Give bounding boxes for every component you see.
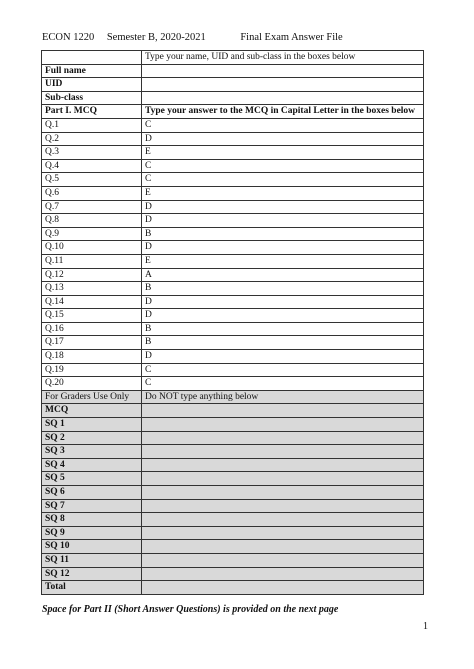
answer-field[interactable]: D [142, 241, 424, 255]
mcq-answer-row [42, 200, 424, 214]
grader-score-row [42, 472, 424, 486]
mcq-answer-row [42, 173, 424, 187]
grader-score-cell [142, 581, 424, 595]
answer-field[interactable]: C [142, 377, 424, 391]
mcq-answer-row [42, 241, 424, 255]
sub-class-field[interactable] [142, 91, 424, 105]
mcq-answer-row [42, 350, 424, 364]
grader-score-row [42, 553, 424, 567]
grader-row-label: Total [42, 581, 142, 595]
grader-row-label: SQ 12 [42, 567, 142, 581]
question-number: Q.10 [42, 241, 142, 255]
grader-score-cell [142, 553, 424, 567]
grader-score-row [42, 567, 424, 581]
footer-note: Space for Part II (Short Answer Questions) is provided on the next page [42, 604, 339, 615]
answer-field[interactable]: C [142, 159, 424, 173]
sub-class-row [42, 91, 424, 105]
full-name-label: Full name [42, 64, 142, 78]
answer-sheet-table [41, 50, 424, 595]
question-number: Q.20 [42, 377, 142, 391]
grader-score-cell [142, 418, 424, 432]
mcq-answer-row [42, 118, 424, 132]
grader-score-cell [142, 431, 424, 445]
mcq-answer-row [42, 295, 424, 309]
grader-score-cell [142, 513, 424, 527]
answer-field[interactable]: B [142, 227, 424, 241]
answer-field[interactable]: C [142, 363, 424, 377]
grader-score-cell [142, 458, 424, 472]
uid-label: UID [42, 78, 142, 92]
question-number: Q.12 [42, 268, 142, 282]
info-instruction-row [42, 51, 424, 65]
question-number: Q.15 [42, 309, 142, 323]
question-number: Q.4 [42, 159, 142, 173]
question-number: Q.16 [42, 322, 142, 336]
grader-row-label: SQ 8 [42, 513, 142, 527]
full-name-row [42, 64, 424, 78]
question-number: Q.9 [42, 227, 142, 241]
course-code: ECON 1220 [42, 32, 95, 43]
grader-score-row [42, 499, 424, 513]
grader-score-row [42, 431, 424, 445]
mcq-instruction: Type your answer to the MCQ in Capital Letter in the boxes below [142, 105, 424, 119]
grader-score-row [42, 486, 424, 500]
question-number: Q.17 [42, 336, 142, 350]
info-instruction-label-cell [42, 51, 142, 65]
question-number: Q.1 [42, 118, 142, 132]
answer-field[interactable]: A [142, 268, 424, 282]
mcq-answer-row [42, 322, 424, 336]
grader-row-label: SQ 6 [42, 486, 142, 500]
document-header [42, 32, 353, 43]
question-number: Q.11 [42, 254, 142, 268]
grader-score-cell [142, 567, 424, 581]
question-number: Q.3 [42, 146, 142, 160]
grader-score-cell [142, 472, 424, 486]
grader-score-cell [142, 486, 424, 500]
graders-note: Do NOT type anything below [142, 390, 424, 404]
question-number: Q.6 [42, 186, 142, 200]
uid-row [42, 78, 424, 92]
grader-row-label: SQ 5 [42, 472, 142, 486]
question-number: Q.13 [42, 282, 142, 296]
grader-score-cell [142, 404, 424, 418]
grader-score-row [42, 581, 424, 595]
mcq-header-row [42, 105, 424, 119]
mcq-answer-row [42, 336, 424, 350]
question-number: Q.14 [42, 295, 142, 309]
mcq-answer-row [42, 227, 424, 241]
mcq-answer-row [42, 132, 424, 146]
mcq-answer-row [42, 363, 424, 377]
full-name-field[interactable] [142, 64, 424, 78]
mcq-section-label: Part I. MCQ [42, 105, 142, 119]
answer-field[interactable]: B [142, 282, 424, 296]
question-number: Q.2 [42, 132, 142, 146]
answer-field[interactable]: D [142, 309, 424, 323]
question-number: Q.19 [42, 363, 142, 377]
grader-score-cell [142, 499, 424, 513]
grader-score-row [42, 418, 424, 432]
sub-class-label: Sub-class [42, 91, 142, 105]
grader-score-row [42, 540, 424, 554]
uid-field[interactable] [142, 78, 424, 92]
answer-field[interactable]: D [142, 214, 424, 228]
answer-field[interactable]: D [142, 132, 424, 146]
answer-field[interactable]: D [142, 200, 424, 214]
answer-field[interactable]: E [142, 146, 424, 160]
mcq-answer-row [42, 309, 424, 323]
answer-field[interactable]: E [142, 254, 424, 268]
semester-label: Semester B, 2020-2021 [106, 32, 206, 43]
grader-score-row [42, 404, 424, 418]
question-number: Q.8 [42, 214, 142, 228]
mcq-answer-row [42, 377, 424, 391]
grader-row-label: MCQ [42, 404, 142, 418]
question-number: Q.5 [42, 173, 142, 187]
grader-row-label: SQ 4 [42, 458, 142, 472]
grader-score-cell [142, 445, 424, 459]
graders-header-row [42, 390, 424, 404]
grader-row-label: SQ 3 [42, 445, 142, 459]
grader-row-label: SQ 7 [42, 499, 142, 513]
grader-score-row [42, 445, 424, 459]
answer-field[interactable]: D [142, 295, 424, 309]
grader-row-label: SQ 10 [42, 540, 142, 554]
grader-row-label: SQ 1 [42, 418, 142, 432]
mcq-answer-row [42, 268, 424, 282]
mcq-answer-row [42, 282, 424, 296]
info-instruction: Type your name, UID and sub-class in the boxes below [142, 51, 424, 65]
grader-row-label: SQ 9 [42, 526, 142, 540]
mcq-answer-row [42, 254, 424, 268]
grader-score-cell [142, 526, 424, 540]
grader-score-row [42, 513, 424, 527]
question-number: Q.18 [42, 350, 142, 364]
answer-field[interactable]: E [142, 186, 424, 200]
grader-score-row [42, 526, 424, 540]
mcq-answer-row [42, 214, 424, 228]
document-title: Final Exam Answer File [240, 32, 343, 43]
graders-label: For Graders Use Only [42, 390, 142, 404]
answer-field[interactable]: B [142, 322, 424, 336]
mcq-answer-row [42, 159, 424, 173]
page-number: 1 [423, 621, 428, 632]
answer-field[interactable]: D [142, 350, 424, 364]
question-number: Q.7 [42, 200, 142, 214]
grader-row-label: SQ 2 [42, 431, 142, 445]
answer-field[interactable]: C [142, 173, 424, 187]
grader-score-cell [142, 540, 424, 554]
grader-score-row [42, 458, 424, 472]
mcq-answer-row [42, 186, 424, 200]
answer-field[interactable]: C [142, 118, 424, 132]
grader-row-label: SQ 11 [42, 553, 142, 567]
answer-field[interactable]: B [142, 336, 424, 350]
mcq-answer-row [42, 146, 424, 160]
